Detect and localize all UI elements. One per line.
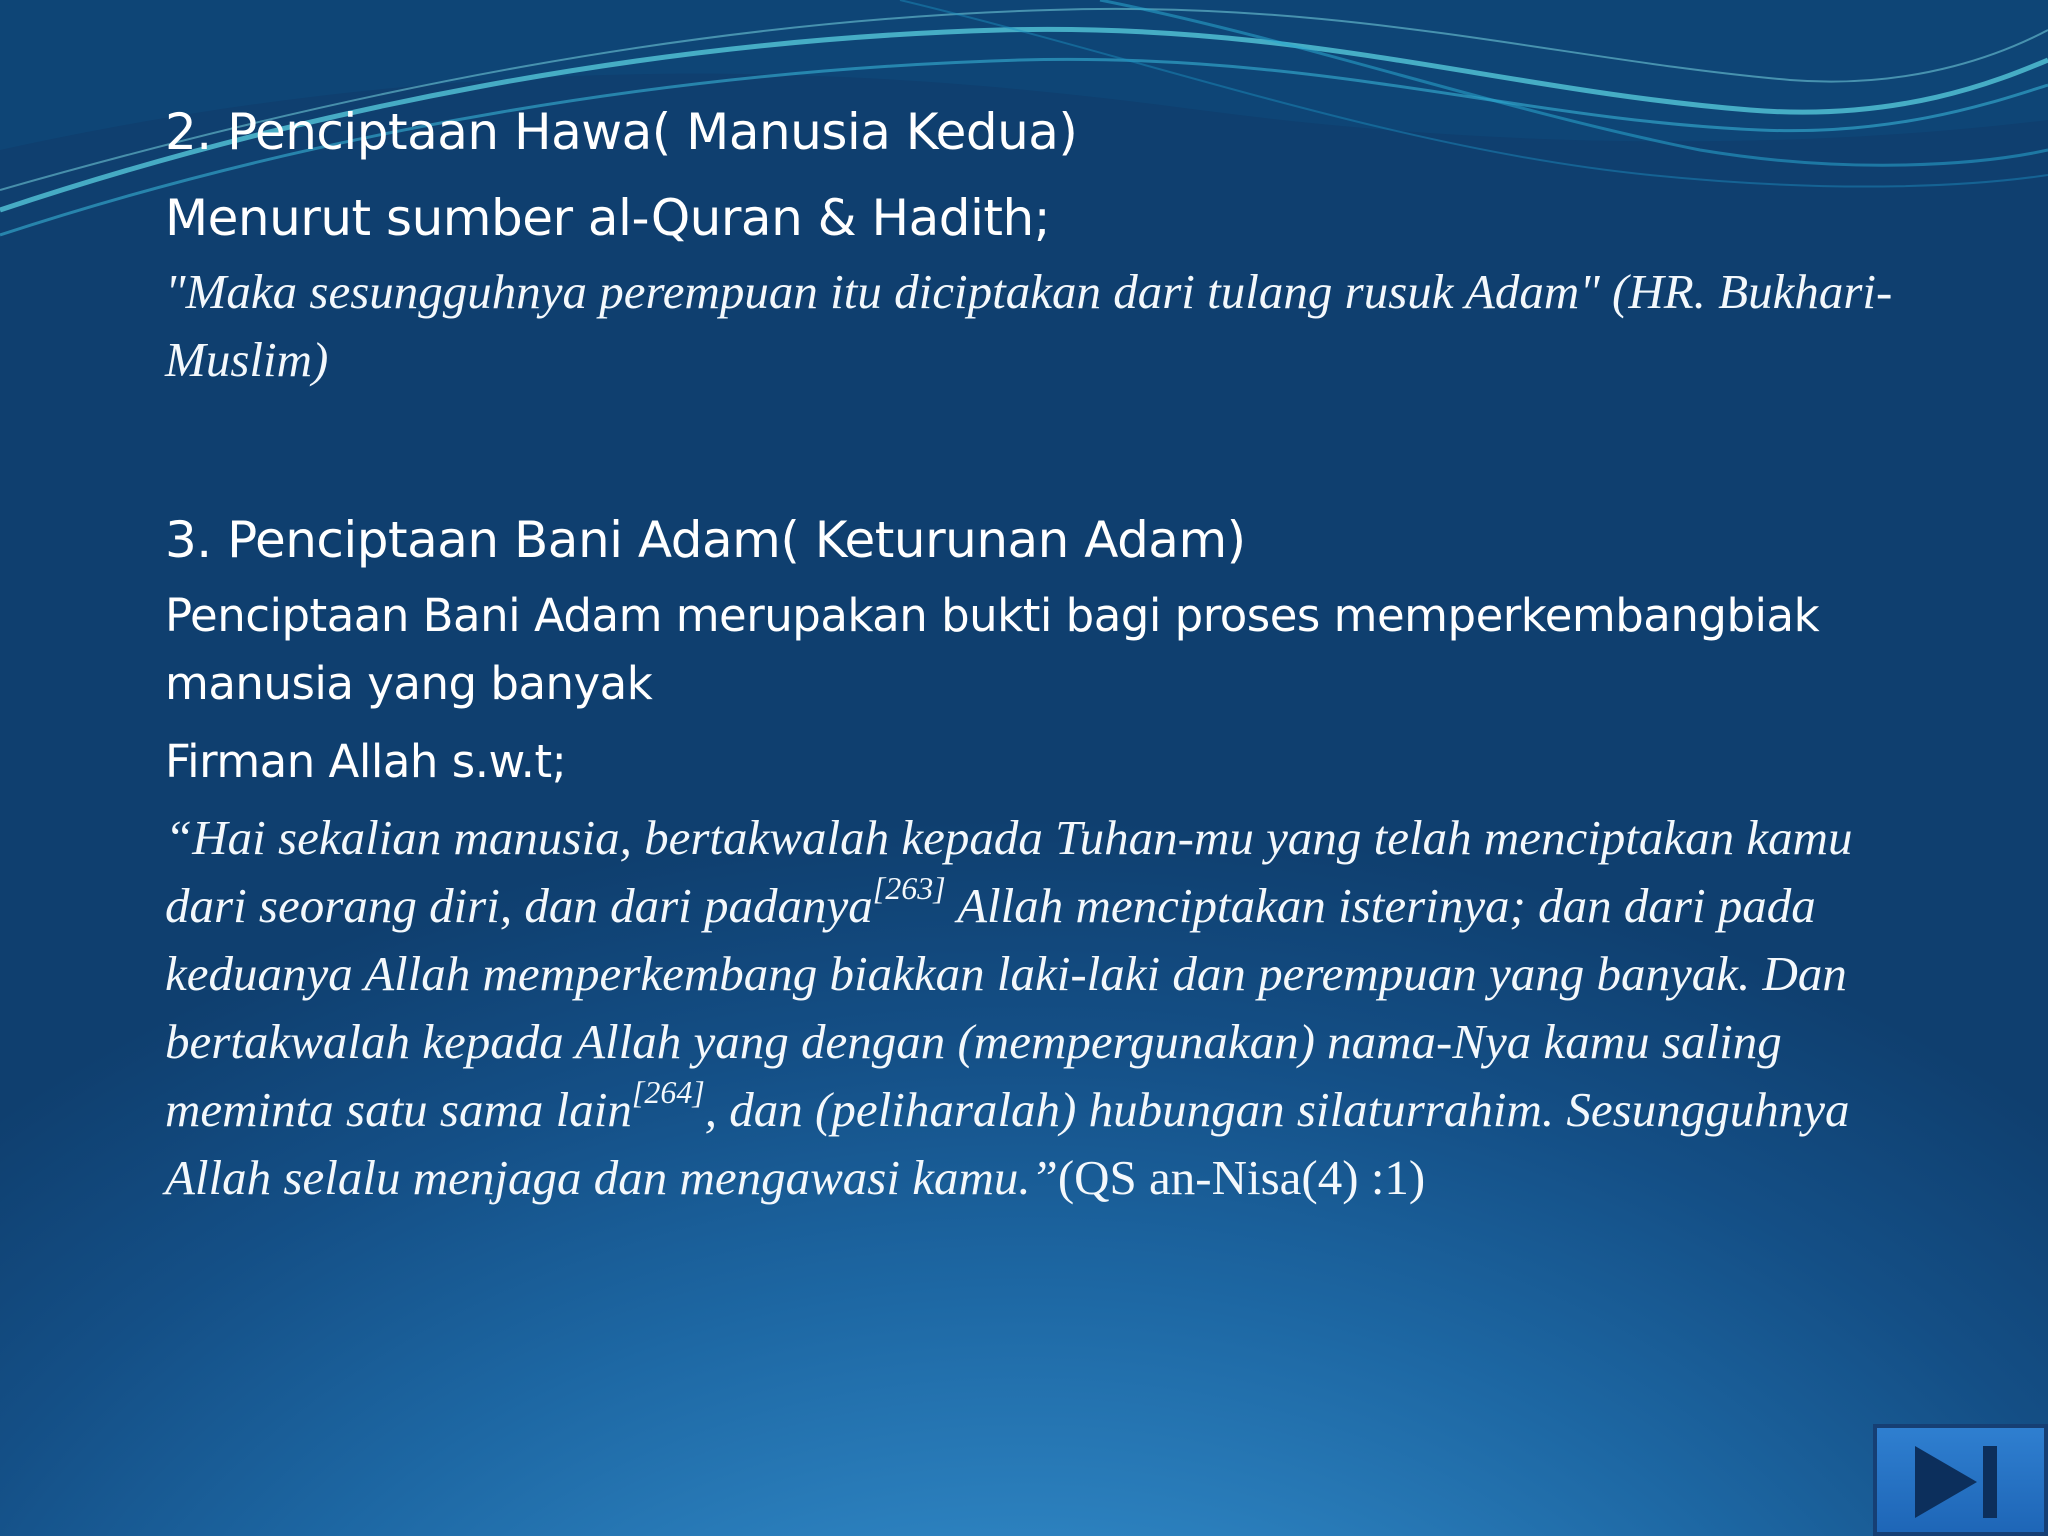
section3-heading: 3. Penciptaan Bani Adam( Keturunan Adam) xyxy=(165,511,1246,569)
section2-heading: 2. Penciptaan Hawa( Manusia Kedua) xyxy=(165,103,1078,161)
section2-hadith-quote: "Maka sesungguhnya perempuan itu diciptakan dari tulang rusuk Adam" (HR. Bukhari-Muslim) xyxy=(165,264,1893,387)
quote-part-2: Allah menciptakan isterinya; dan dari pada keduanya Allah memperkembang biakkan laki-laki dan perempuan yang banyak. Dan bertakwalah kepada Allah yang dengan (mempergunakan) nama-Nya kamu saling meminta satu sama lain xyxy=(165,878,1847,1137)
slide-content xyxy=(165,100,1925,1212)
quran-citation: (QS an-Nisa(4) :1) xyxy=(1057,1150,1426,1205)
section3-description: Penciptaan Bani Adam merupakan bukti bagi proses memperkembangbiak manusia yang banyak xyxy=(165,589,1820,710)
section3 xyxy=(165,508,1925,1212)
quote-part-1: “Hai sekalian manusia, bertakwalah kepada Tuhan-mu yang telah menciptakan kamu dari seorang diri, dan dari padanya xyxy=(165,810,1853,933)
skip-forward-icon xyxy=(1911,1440,2011,1524)
quran-quote xyxy=(165,804,1925,1212)
footnote-264: [264] xyxy=(631,1073,705,1110)
footnote-263: [263] xyxy=(872,869,946,906)
quote-part-3: , dan (peliharalah) hubungan silaturrahim. Sesungguhnya Allah selalu menjaga dan mengawasi kamu.” xyxy=(165,1082,1850,1205)
section-gap xyxy=(165,394,1925,508)
section2-source-label: Menurut sumber al-Quran & Hadith; xyxy=(165,189,1051,247)
firman-label: Firman Allah s.w.t; xyxy=(165,735,567,788)
next-slide-button[interactable] xyxy=(1873,1424,2048,1536)
